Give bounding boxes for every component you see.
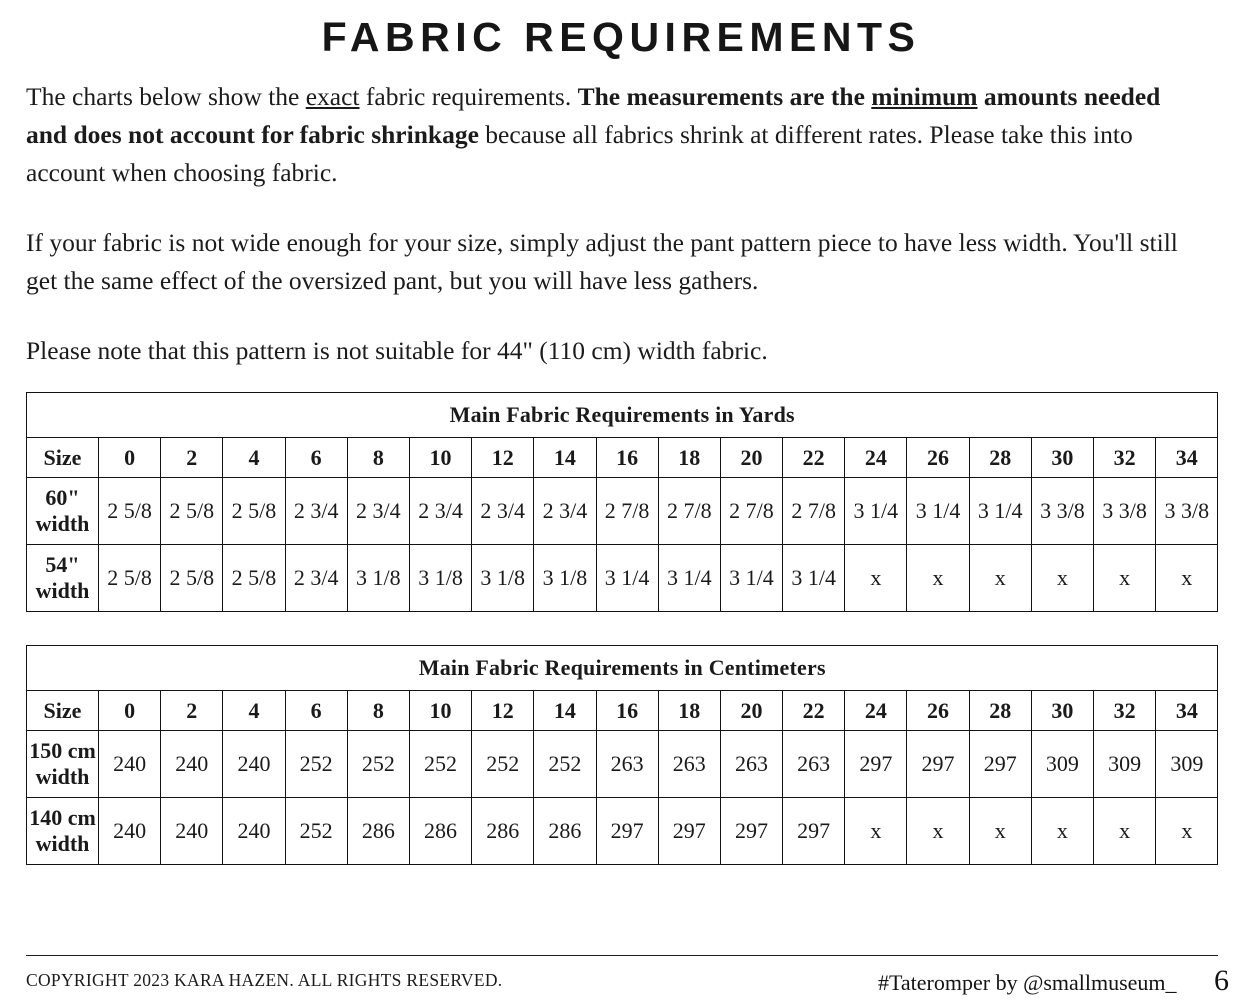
cell-150cm-26: 297 <box>907 731 969 798</box>
cell-60in-0: 2 5/8 <box>99 478 161 545</box>
cell-140cm-8: 286 <box>347 798 409 865</box>
intro-text-1c: because all fabrics shrink at different rates. Please take this into account when choosing fabric. <box>26 120 1133 188</box>
table-header-row <box>27 691 1218 731</box>
cell-140cm-10: 286 <box>409 798 471 865</box>
cell-150cm-16: 263 <box>596 731 658 798</box>
header-size-32: 32 <box>1094 691 1156 731</box>
table-title-centimeters: Main Fabric Requirements in Centimeters <box>27 646 1218 691</box>
intro-emphasis-exact: exact <box>305 82 360 112</box>
cell-150cm-0: 240 <box>99 731 161 798</box>
intro-paragraph-2: If your fabric is not wide enough for your size, simply adjust the pant pattern piece to have less width. You'll still get the same effect of the oversized pant, but you will have less gathers. <box>26 228 1178 296</box>
cell-140cm-6: 252 <box>285 798 347 865</box>
intro-emphasis-minimum: minimum <box>871 82 978 112</box>
cell-140cm-4: 240 <box>223 798 285 865</box>
header-size: Size <box>27 438 99 478</box>
header-size-34: 34 <box>1156 438 1218 478</box>
intro-paragraph-3: Please note that this pattern is not suitable for 44" (110 cm) width fabric. <box>26 336 768 366</box>
cell-150cm-14: 252 <box>534 731 596 798</box>
row-label-54in <box>27 545 99 612</box>
cell-54in-22: 3 1/4 <box>783 545 845 612</box>
cell-54in-16: 3 1/4 <box>596 545 658 612</box>
cell-150cm-28: 297 <box>969 731 1031 798</box>
fabric-table-yards <box>26 392 1218 612</box>
cell-54in-30: x <box>1031 545 1093 612</box>
cell-60in-32: 3 3/8 <box>1094 478 1156 545</box>
cell-140cm-32: x <box>1094 798 1156 865</box>
cell-54in-0: 2 5/8 <box>99 545 161 612</box>
cell-54in-8: 3 1/8 <box>347 545 409 612</box>
cell-140cm-2: 240 <box>161 798 223 865</box>
cell-60in-10: 2 3/4 <box>409 478 471 545</box>
table-row <box>27 545 1218 612</box>
cell-140cm-30: x <box>1031 798 1093 865</box>
table-header-row <box>27 438 1218 478</box>
header-size-26: 26 <box>907 691 969 731</box>
header-size-34: 34 <box>1156 691 1218 731</box>
cell-150cm-20: 263 <box>720 731 782 798</box>
cell-60in-12: 2 3/4 <box>472 478 534 545</box>
cell-150cm-12: 252 <box>472 731 534 798</box>
header-size-30: 30 <box>1031 691 1093 731</box>
cell-54in-10: 3 1/8 <box>409 545 471 612</box>
cell-150cm-6: 252 <box>285 731 347 798</box>
header-size-12: 12 <box>472 438 534 478</box>
cell-54in-12: 3 1/8 <box>472 545 534 612</box>
header-size-0: 0 <box>99 438 161 478</box>
page-footer <box>26 955 1229 997</box>
cell-54in-24: x <box>845 545 907 612</box>
cell-150cm-2: 240 <box>161 731 223 798</box>
row-label-line2: width <box>35 764 90 789</box>
header-size-22: 22 <box>783 438 845 478</box>
cell-140cm-22: 297 <box>783 798 845 865</box>
cell-140cm-20: 297 <box>720 798 782 865</box>
header-size-10: 10 <box>409 438 471 478</box>
header-size-6: 6 <box>285 438 347 478</box>
cell-54in-2: 2 5/8 <box>161 545 223 612</box>
header-size-10: 10 <box>409 691 471 731</box>
intro-bold-1a: The measurements are the <box>577 82 872 112</box>
header-size-22: 22 <box>783 691 845 731</box>
header-size-20: 20 <box>720 438 782 478</box>
header-size-28: 28 <box>969 691 1031 731</box>
cell-54in-4: 2 5/8 <box>223 545 285 612</box>
cell-60in-2: 2 5/8 <box>161 478 223 545</box>
page-title: FABRIC REQUIREMENTS <box>321 14 921 60</box>
header-size-14: 14 <box>534 438 596 478</box>
header-size: Size <box>27 691 99 731</box>
footer-divider <box>26 955 1218 956</box>
table-title-yards: Main Fabric Requirements in Yards <box>27 393 1218 438</box>
cell-150cm-18: 263 <box>658 731 720 798</box>
cell-60in-18: 2 7/8 <box>658 478 720 545</box>
cell-54in-18: 3 1/4 <box>658 545 720 612</box>
header-size-20: 20 <box>720 691 782 731</box>
fabric-table-centimeters <box>26 645 1218 865</box>
cell-150cm-22: 263 <box>783 731 845 798</box>
header-size-26: 26 <box>907 438 969 478</box>
cell-60in-22: 2 7/8 <box>783 478 845 545</box>
row-label-line2: width <box>35 578 90 603</box>
cell-60in-8: 2 3/4 <box>347 478 409 545</box>
cell-60in-16: 2 7/8 <box>596 478 658 545</box>
cell-60in-30: 3 3/8 <box>1031 478 1093 545</box>
header-size-16: 16 <box>596 691 658 731</box>
header-size-4: 4 <box>223 438 285 478</box>
table-caption-row <box>27 393 1218 438</box>
footer-row <box>26 964 1229 997</box>
header-size-6: 6 <box>285 691 347 731</box>
header-size-16: 16 <box>596 438 658 478</box>
table-row <box>27 731 1218 798</box>
cell-140cm-14: 286 <box>534 798 596 865</box>
cell-60in-4: 2 5/8 <box>223 478 285 545</box>
cell-54in-32: x <box>1094 545 1156 612</box>
header-size-2: 2 <box>161 691 223 731</box>
cell-150cm-30: 309 <box>1031 731 1093 798</box>
header-size-24: 24 <box>845 691 907 731</box>
header-size-4: 4 <box>223 691 285 731</box>
cell-140cm-16: 297 <box>596 798 658 865</box>
row-label-line2: width <box>35 831 90 856</box>
cell-140cm-28: x <box>969 798 1031 865</box>
intro-paragraph-1 <box>26 60 1206 192</box>
cell-60in-34: 3 3/8 <box>1156 478 1218 545</box>
row-label-line1: 140 cm <box>29 805 96 831</box>
copyright-text: COPYRIGHT 2023 KARA HAZEN. ALL RIGHTS RESERVED. <box>26 970 503 990</box>
row-label-140cm <box>27 798 99 865</box>
cell-60in-28: 3 1/4 <box>969 478 1031 545</box>
header-size-0: 0 <box>99 691 161 731</box>
cell-60in-14: 2 3/4 <box>534 478 596 545</box>
header-size-28: 28 <box>969 438 1031 478</box>
header-size-32: 32 <box>1094 438 1156 478</box>
cell-140cm-12: 286 <box>472 798 534 865</box>
header-size-30: 30 <box>1031 438 1093 478</box>
row-label-line1: 54" <box>45 552 80 578</box>
table-caption-row <box>27 646 1218 691</box>
table-row <box>27 798 1218 865</box>
cell-60in-26: 3 1/4 <box>907 478 969 545</box>
cell-140cm-0: 240 <box>99 798 161 865</box>
hashtag-credit: #Tateromper by @smallmuseum_ <box>878 970 1177 995</box>
page-number-container <box>1214 961 1242 1001</box>
intro-text-1b: fabric requirements. <box>359 82 578 112</box>
cell-60in-20: 2 7/8 <box>720 478 782 545</box>
intro-text-1a: The charts below show the <box>26 82 306 112</box>
cell-54in-6: 2 3/4 <box>285 545 347 612</box>
cell-140cm-18: 297 <box>658 798 720 865</box>
cell-54in-34: x <box>1156 545 1218 612</box>
row-label-line2: width <box>35 511 90 536</box>
intro-bold-1b: amounts needed and does not account for fabric shrinkage <box>26 82 1161 150</box>
header-size-18: 18 <box>658 691 720 731</box>
page-number: 6 <box>1214 964 1229 997</box>
cell-140cm-26: x <box>907 798 969 865</box>
cell-140cm-24: x <box>845 798 907 865</box>
cell-150cm-34: 309 <box>1156 731 1218 798</box>
cell-150cm-4: 240 <box>223 731 285 798</box>
cell-54in-28: x <box>969 545 1031 612</box>
row-label-150cm <box>27 731 99 798</box>
header-size-14: 14 <box>534 691 596 731</box>
row-label-60in <box>27 478 99 545</box>
cell-150cm-8: 252 <box>347 731 409 798</box>
cell-150cm-32: 309 <box>1094 731 1156 798</box>
table-row <box>27 478 1218 545</box>
header-size-8: 8 <box>347 691 409 731</box>
header-size-8: 8 <box>347 438 409 478</box>
row-label-line1: 60" <box>45 485 80 511</box>
cell-60in-6: 2 3/4 <box>285 478 347 545</box>
cell-54in-20: 3 1/4 <box>720 545 782 612</box>
cell-54in-26: x <box>907 545 969 612</box>
cell-60in-24: 3 1/4 <box>845 478 907 545</box>
cell-150cm-24: 297 <box>845 731 907 798</box>
header-size-18: 18 <box>658 438 720 478</box>
header-size-24: 24 <box>845 438 907 478</box>
cell-150cm-10: 252 <box>409 731 471 798</box>
row-label-line1: 150 cm <box>29 738 96 764</box>
cell-140cm-34: x <box>1156 798 1218 865</box>
header-size-12: 12 <box>472 691 534 731</box>
header-size-2: 2 <box>161 438 223 478</box>
cell-54in-14: 3 1/8 <box>534 545 596 612</box>
